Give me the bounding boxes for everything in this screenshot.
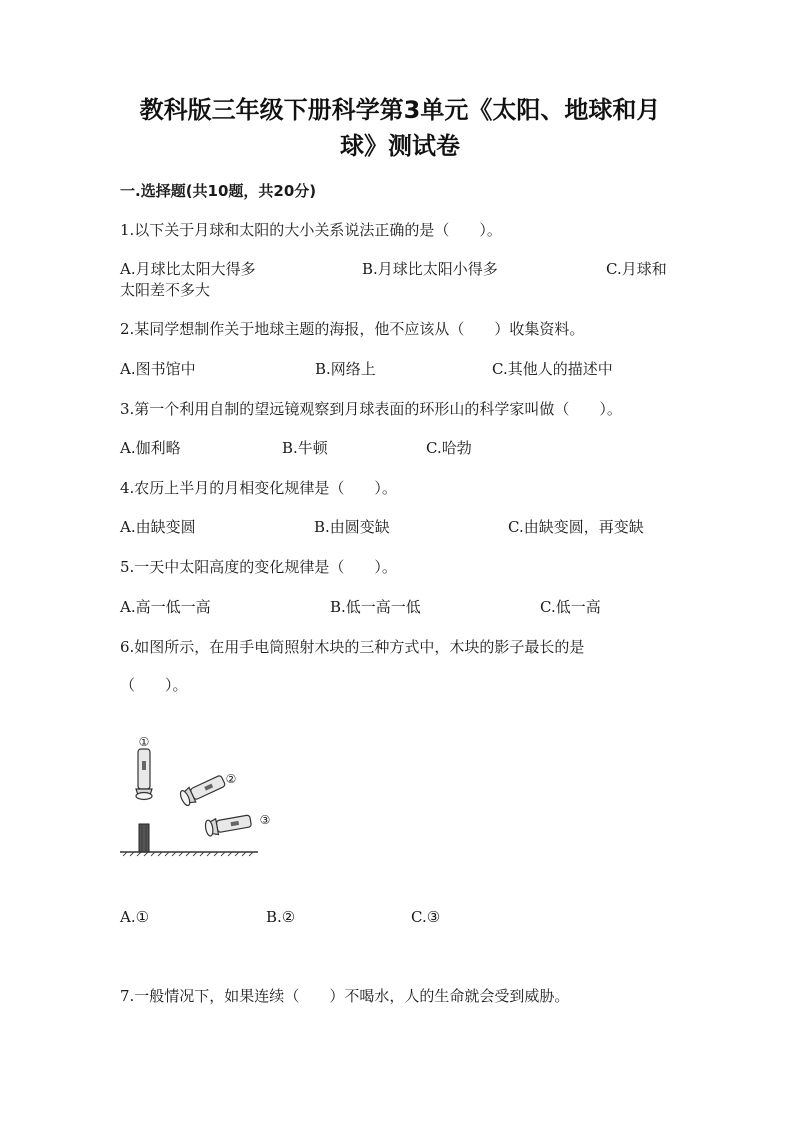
question-3-option-b: B.牛顿 [282,439,328,457]
question-1-option-b: B.月球比太阳小得多 [362,260,498,278]
flashlight-3-label: ③ [259,813,271,827]
question-1-stem: 1.以下关于月球和太阳的大小关系说法正确的是（ ）。 [120,221,502,239]
question-4-option-a: A.由缺变圆 [120,518,196,536]
question-6-stem: 6.如图所示，在用手电筒照射木块的三种方式中，木块的影子最长的是 [120,638,585,656]
section-heading: 一.选择题(共10题，共20分) [120,182,317,200]
question-6-option-a: A.① [120,908,150,926]
wooden-block [139,824,149,852]
question-3-option-c: C.哈勃 [426,439,472,457]
question-4-option-c: C.由缺变圆，再变缺 [508,518,644,536]
question-2-option-c: C.其他人的描述中 [492,360,613,378]
question-6-option-c: C.③ [411,908,441,926]
question-2-option-b: B.网络上 [315,360,376,378]
question-1-option-c: C.月球和 [606,260,667,278]
title-line-1: 教科版三年级下册科学第3单元《太阳、地球和月 [139,96,661,124]
flashlight-2-icon [179,773,227,807]
page-title [100,92,700,164]
title-line-2: 球》测试卷 [340,132,460,160]
flashlight-1-label: ① [138,735,150,749]
question-6-option-b: B.② [266,908,296,926]
question-5-option-a: A.高一低一高 [120,598,211,616]
flashlight-1-icon [136,749,152,800]
question-1-option-a: A.月球比太阳大得多 [120,260,256,278]
question-5-option-b: B.低一高一低 [330,598,421,616]
question-2-stem: 2.某同学想制作关于地球主题的海报，他不应该从（ ）收集资料。 [120,320,585,338]
flashlight-figure [118,735,278,860]
flashlight-3-icon [204,813,252,837]
flashlight-2-label: ② [225,772,237,786]
question-5-option-c: C.低一高 [540,598,601,616]
question-7-stem: 7.一般情况下，如果连续（ ）不喝水，人的生命就会受到威胁。 [120,987,570,1005]
question-3-stem: 3.第一个利用自制的望远镜观察到月球表面的环形山的科学家叫做（ ）。 [120,400,622,418]
question-2-option-a: A.图书馆中 [120,360,196,378]
question-5-stem: 5.一天中太阳高度的变化规律是（ ）。 [120,558,397,576]
question-6-stem-continued: （ ）。 [120,676,188,694]
question-3-option-a: A.伽利略 [120,439,181,457]
question-1-option-c-continued: 太阳差不多大 [120,281,211,299]
question-4-option-b: B.由圆变缺 [314,518,390,536]
question-4-stem: 4.农历上半月的月相变化规律是（ ）。 [120,479,397,497]
